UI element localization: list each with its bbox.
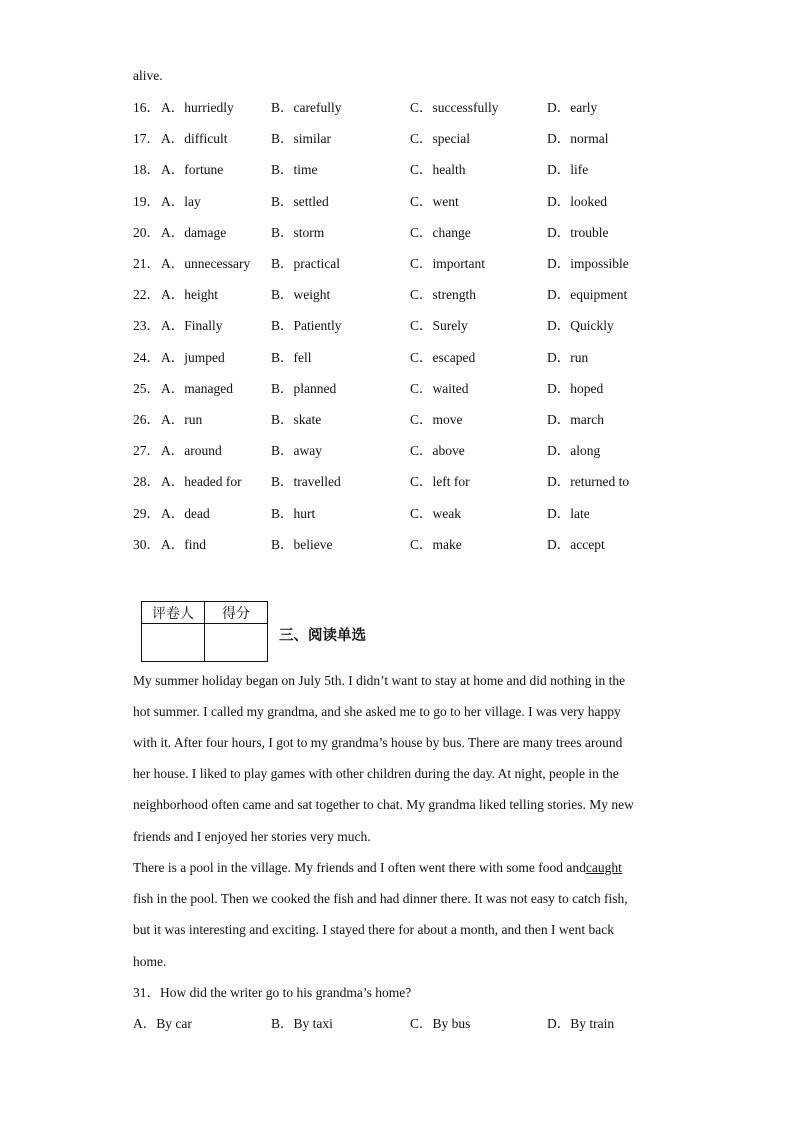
option-a[interactable]: A．By car <box>133 1016 192 1031</box>
option-a[interactable]: A．find <box>161 537 206 552</box>
option-d[interactable]: D．impossible <box>547 256 629 271</box>
passage-line: her house. I liked to play games with other children during the day. At night, people in the <box>133 766 619 781</box>
option-b[interactable]: B．fell <box>271 350 312 365</box>
option-c[interactable]: C．change <box>410 225 471 240</box>
option-b[interactable]: B．hurt <box>271 506 316 521</box>
option-b[interactable]: B．practical <box>271 256 340 271</box>
option-a[interactable]: A．height <box>161 287 218 302</box>
option-b[interactable]: B．skate <box>271 412 322 427</box>
passage-line: with it. After four hours, I got to my grandma’s house by bus. There are many trees around <box>133 735 623 750</box>
passage-line: but it was interesting and exciting. I stayed there for about a month, and then I went back <box>133 922 614 937</box>
top-fragment: alive. <box>133 68 163 83</box>
question-number: 30． <box>133 537 160 552</box>
question-number: 21． <box>133 256 160 271</box>
option-a[interactable]: A．fortune <box>161 162 224 177</box>
option-a[interactable]: A．hurriedly <box>161 100 234 115</box>
option-c[interactable]: C．waited <box>410 381 469 396</box>
option-a[interactable]: A．managed <box>161 381 233 396</box>
question-number: 22． <box>133 287 160 302</box>
question-number: 29． <box>133 506 160 521</box>
option-a[interactable]: A．jumped <box>161 350 225 365</box>
passage-line: My summer holiday began on July 5th. I didn’t want to stay at home and did nothing in the <box>133 673 626 688</box>
reviewer-cell <box>142 624 205 662</box>
option-d[interactable]: D．accept <box>547 537 605 552</box>
reviewer-header: 评卷人 <box>142 602 205 624</box>
score-table <box>141 601 268 662</box>
passage-text: There is a pool in the village. My friends and I often went there with some food and <box>133 860 586 875</box>
option-b[interactable]: B．settled <box>271 194 329 209</box>
score-header: 得分 <box>205 602 268 624</box>
option-c[interactable]: C．above <box>410 443 465 458</box>
option-a[interactable]: A．damage <box>161 225 227 240</box>
option-c[interactable]: C．went <box>410 194 459 209</box>
option-c[interactable]: C．make <box>410 537 462 552</box>
option-c[interactable]: C．important <box>410 256 485 271</box>
option-c[interactable]: C．strength <box>410 287 476 302</box>
option-b[interactable]: B．believe <box>271 537 333 552</box>
question-number: 26． <box>133 412 160 427</box>
question-number: 24． <box>133 350 160 365</box>
question-number: 16． <box>133 100 160 115</box>
option-d[interactable]: D．equipment <box>547 287 628 302</box>
question-number: 19． <box>133 194 160 209</box>
option-d[interactable]: D．march <box>547 412 604 427</box>
option-a[interactable]: A．run <box>161 412 203 427</box>
option-a[interactable]: A．unnecessary <box>161 256 251 271</box>
option-d[interactable]: D．trouble <box>547 225 609 240</box>
option-b[interactable]: B．travelled <box>271 474 341 489</box>
option-d[interactable]: D．early <box>547 100 598 115</box>
option-d[interactable]: D．run <box>547 350 589 365</box>
option-c[interactable]: C．escaped <box>410 350 476 365</box>
score-cell <box>205 624 268 662</box>
question-number: 27． <box>133 443 160 458</box>
passage-line <box>133 860 622 876</box>
option-c[interactable]: C．move <box>410 412 463 427</box>
option-d[interactable]: D．life <box>547 162 589 177</box>
option-c[interactable]: C．weak <box>410 506 461 521</box>
option-d[interactable]: D．returned to <box>547 474 630 489</box>
section-title: 三、阅读单选 <box>279 628 366 644</box>
option-c[interactable]: C．By bus <box>410 1016 471 1031</box>
option-c[interactable]: C．special <box>410 131 470 146</box>
option-d[interactable]: D．along <box>547 443 601 458</box>
option-b[interactable]: B．storm <box>271 225 325 240</box>
question-number: 20． <box>133 225 160 240</box>
option-b[interactable]: B．By taxi <box>271 1016 333 1031</box>
question-number: 25． <box>133 381 160 396</box>
option-d[interactable]: D．By train <box>547 1016 615 1031</box>
option-d[interactable]: D．normal <box>547 131 609 146</box>
option-d[interactable]: D．late <box>547 506 590 521</box>
passage-line: fish in the pool. Then we cooked the fish and had dinner there. It was not easy to catch fish, <box>133 891 628 906</box>
question-31-stem: 31．How did the writer go to his grandma’s home? <box>133 985 412 1000</box>
option-b[interactable]: B．weight <box>271 287 331 302</box>
option-b[interactable]: B．carefully <box>271 100 342 115</box>
question-number: 23． <box>133 318 160 333</box>
option-b[interactable]: B．similar <box>271 131 331 146</box>
option-a[interactable]: A．dead <box>161 506 210 521</box>
option-a[interactable]: A．lay <box>161 194 201 209</box>
passage-line: home. <box>133 954 167 969</box>
passage-line: hot summer. I called my grandma, and she asked me to go to her village. I was very happy <box>133 704 621 719</box>
option-b[interactable]: B．Patiently <box>271 318 342 333</box>
underlined-word: caught <box>585 860 622 875</box>
passage-line: friends and I enjoyed her stories very much. <box>133 829 371 844</box>
option-b[interactable]: B．planned <box>271 381 337 396</box>
option-b[interactable]: B．away <box>271 443 322 458</box>
option-c[interactable]: C．successfully <box>410 100 499 115</box>
option-a[interactable]: A．headed for <box>161 474 242 489</box>
option-c[interactable]: C．Surely <box>410 318 468 333</box>
option-d[interactable]: D．looked <box>547 194 607 209</box>
option-d[interactable]: D．Quickly <box>547 318 614 333</box>
option-a[interactable]: A．around <box>161 443 222 458</box>
option-a[interactable]: A．Finally <box>161 318 223 333</box>
option-a[interactable]: A．difficult <box>161 131 228 146</box>
question-number: 18． <box>133 162 160 177</box>
option-d[interactable]: D．hoped <box>547 381 604 396</box>
option-b[interactable]: B．time <box>271 162 318 177</box>
passage-line: neighborhood often came and sat together to chat. My grandma liked telling stories. My new <box>133 797 634 812</box>
option-c[interactable]: C．health <box>410 162 466 177</box>
option-c[interactable]: C．left for <box>410 474 470 489</box>
question-number: 17． <box>133 131 160 146</box>
question-number: 28． <box>133 474 160 489</box>
